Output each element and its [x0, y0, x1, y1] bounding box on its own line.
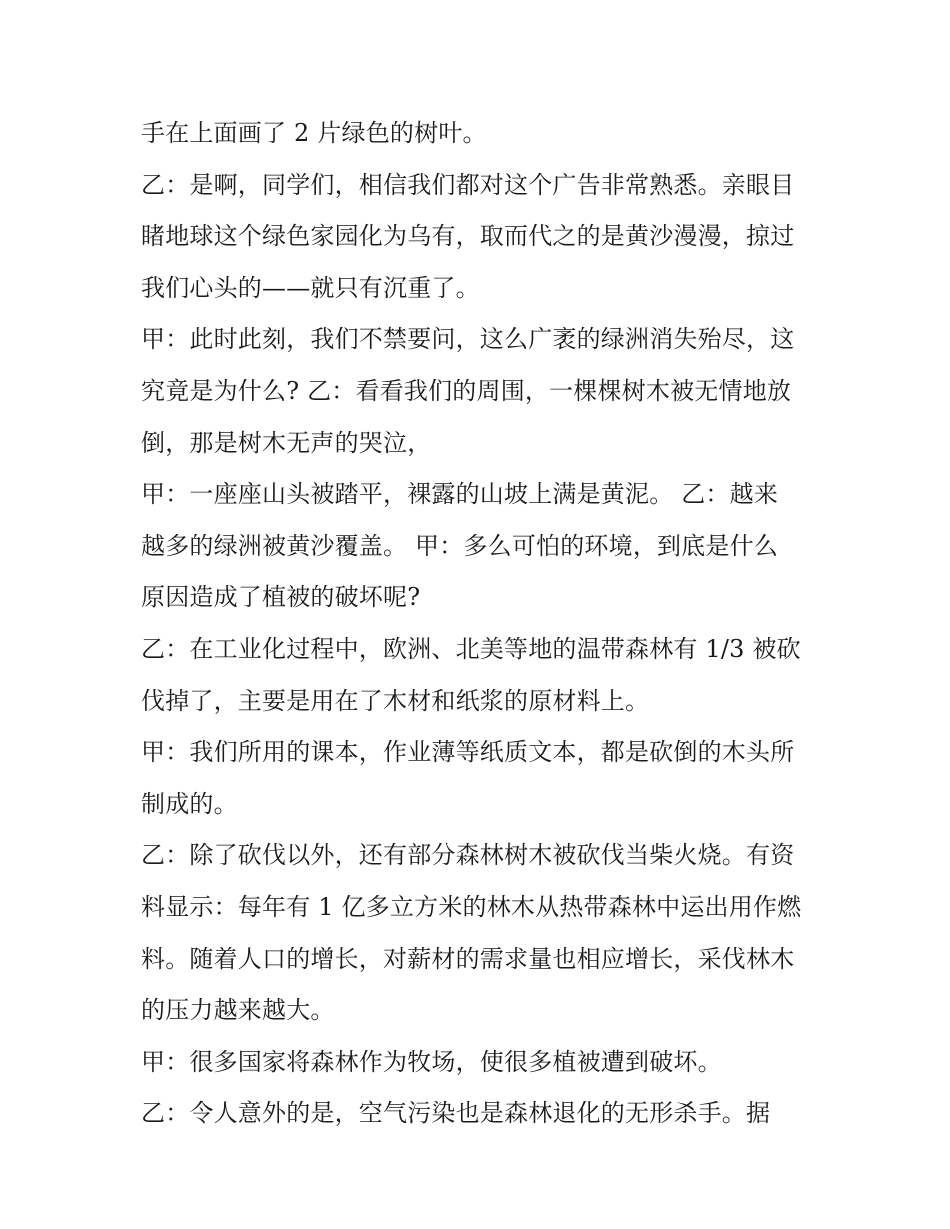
text-line: 甲：此时此刻，我们不禁要问，这么广袤的绿洲消失殆尽，这 [141, 325, 795, 354]
dialogue-text-body [141, 108, 821, 1140]
text-line: 手在上面画了 2 片绿色的树叶。 [141, 119, 487, 147]
text-line: 的压力越来越大。 [141, 996, 335, 1025]
text-line: 越多的绿洲被黄沙覆盖。 甲：多么可怕的环境，到底是什么 [141, 531, 779, 560]
text-line: 甲：一座座山头被踏平，裸露的山坡上满是黄泥。 乙：越来 [141, 480, 779, 509]
text-line: 乙：令人意外的是，空气污染也是森林退化的无形杀手。据 [141, 1099, 771, 1128]
text-line: 乙：是啊，同学们，相信我们都对这个广告非常熟悉。亲眼目 [141, 170, 795, 199]
text-line: 原因造成了植被的破坏呢? [141, 583, 421, 612]
text-line: 乙：除了砍伐以外，还有部分森林树木被砍伐当柴火烧。有资 [141, 841, 795, 870]
text-line: 倒，那是树木无声的哭泣， [141, 428, 432, 457]
text-line: 究竟是为什么? 乙：看看我们的周围，一棵棵树木被无情地放 [141, 376, 792, 405]
text-line: 甲：我们所用的课本，作业薄等纸质文本，都是砍倒的木头所 [141, 738, 795, 767]
text-line: 料。随着人口的增长，对薪材的需求量也相应增长，采伐林木 [141, 944, 795, 973]
text-line: 乙：在工业化过程中，欧洲、北美等地的温带森林有 1/3 被砍 [141, 634, 801, 663]
text-line: 甲：很多国家将森林作为牧场，使很多植被遭到破坏。 [141, 1047, 722, 1076]
text-line: 制成的。 [141, 789, 238, 818]
text-line: 伐掉了，主要是用在了木材和纸浆的原材料上。 [141, 686, 650, 715]
text-line: 料显示：每年有 1 亿多立方米的林木从热带森林中运出用作燃 [141, 892, 802, 921]
text-line: 睹地球这个绿色家园化为乌有，取而代之的是黄沙漫漫，掠过 [141, 222, 795, 251]
text-line: 我们心头的——就只有沉重了。 [141, 273, 480, 302]
